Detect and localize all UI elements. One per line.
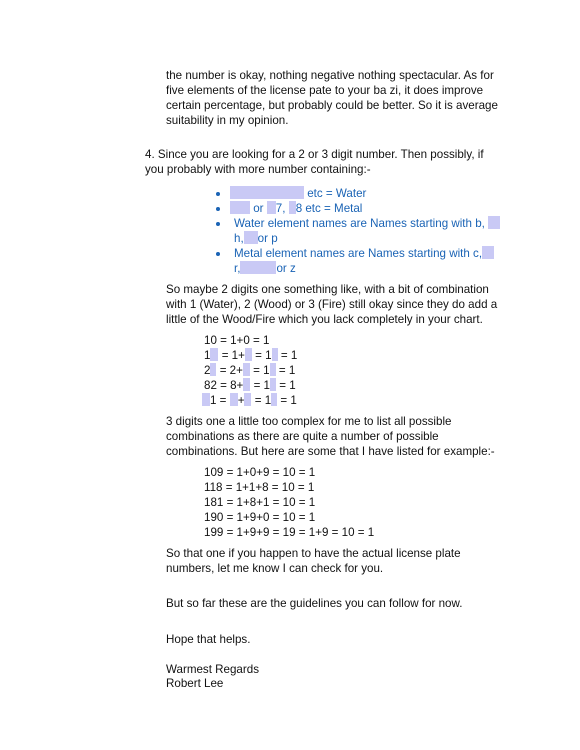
guideline-line: But so far these are the guidelines you can follow for now.	[166, 597, 463, 610]
redaction-block	[271, 393, 277, 406]
intro-line-3: certain percentage, but probably could be better. So it is average	[166, 99, 498, 112]
eq-part: = 1	[253, 379, 271, 392]
bullet-item-water-names-cont	[234, 231, 278, 246]
three-digit-eq-3: 181 = 1+8+1 = 10 = 1	[204, 496, 316, 509]
bullet-item-metal-names	[234, 246, 494, 261]
bullet-item-water-names	[234, 216, 500, 231]
eq-part: 1	[204, 349, 211, 362]
bullet-dot-3	[216, 222, 220, 226]
redaction-block	[210, 363, 216, 376]
two-digit-line-1: So maybe 2 digits one something like, with a bit of combination	[166, 283, 489, 296]
point4-line-1: 4. Since you are looking for a 2 or 3 digit number. Then possibly, if	[145, 148, 484, 161]
two-digit-eq-4	[204, 378, 296, 393]
redaction-block	[230, 201, 250, 214]
redaction-block	[267, 201, 276, 214]
intro-line-4: suitability in my opinion.	[166, 114, 289, 127]
intro-line-2: five elements of the license pate to your ba zi, it does improve	[166, 84, 484, 97]
redaction-block	[482, 246, 494, 259]
redaction-block	[244, 231, 258, 244]
redaction-block	[270, 363, 276, 376]
redaction-block	[245, 348, 252, 361]
redaction-block	[240, 261, 276, 274]
three-digit-eq-1: 109 = 1+0+9 = 10 = 1	[204, 466, 316, 479]
bullet-item-metal-numbers	[230, 201, 362, 216]
eq-part: = 1	[278, 364, 296, 377]
bullet-1-text: etc = Water	[307, 187, 367, 200]
bullet-3-orp: or p	[257, 232, 278, 245]
intro-line-1: the number is okay, nothing negative nothing spectacular. As for	[166, 69, 494, 82]
eq-part: = 1+	[221, 349, 245, 362]
redaction-block	[230, 186, 304, 199]
three-digit-eq-5: 199 = 1+9+9 = 19 = 1+9 = 10 = 1	[204, 526, 375, 539]
bullet-4-orz: or z	[276, 262, 296, 275]
two-digit-eq-2	[204, 348, 297, 363]
plate-line-1: So that one if you happen to have the actual license plate	[166, 547, 461, 560]
eq-part: = 1	[254, 394, 272, 407]
two-digit-eq-5	[202, 393, 297, 408]
author-name: Robert Lee	[166, 677, 224, 690]
bullet-4-r: r,	[234, 262, 241, 275]
bullet-3-line-1: Water element names are Names starting with b,	[234, 217, 485, 230]
two-digit-line-2: with 1 (Water), 2 (Wood) or 3 (Fire) still okay since they do add a	[166, 298, 498, 311]
eq-part: = 1	[253, 364, 270, 377]
bullet-4-line-1: Metal element names are Names starting with c,	[234, 247, 483, 260]
redaction-block	[289, 201, 296, 214]
redaction-block	[202, 393, 210, 406]
eq-part: = 1	[280, 349, 298, 362]
eq-part: 82 = 8+	[204, 379, 244, 392]
bullet-2-seven: 7,	[275, 202, 286, 215]
three-digit-line-2: combinations as there are quite a number of possible	[166, 430, 439, 443]
eq-part: = 1	[255, 349, 272, 362]
redaction-block	[243, 363, 250, 376]
plate-line-2: numbers, let me know I can check for you.	[166, 562, 384, 575]
eq-part: 1 =	[210, 394, 227, 407]
redaction-block	[488, 216, 500, 229]
redaction-block	[243, 378, 250, 391]
eq-part: = 1	[280, 394, 297, 407]
redaction-block	[210, 348, 218, 361]
bullet-3-h: h,	[234, 232, 244, 245]
three-digit-eq-4: 190 = 1+9+0 = 10 = 1	[204, 511, 316, 524]
bullet-dot-1	[216, 192, 220, 196]
bullet-2-or: or	[253, 202, 264, 215]
bullet-dot-4	[216, 252, 220, 256]
two-digit-eq-1: 10 = 1+0 = 1	[204, 334, 270, 347]
eq-part: +	[237, 394, 245, 407]
point4-line-2: you probably with more number containing:-	[145, 163, 371, 176]
eq-part: = 2+	[219, 364, 243, 377]
bullet-dot-2	[216, 207, 220, 211]
three-digit-line-3: combinations. But here are some that I have listed for example:-	[166, 445, 495, 458]
three-digit-line-1: 3 digits one a little too complex for me to list all possible	[166, 415, 452, 428]
bullet-2-rest: 8 etc = Metal	[295, 202, 363, 215]
redaction-block	[270, 378, 276, 391]
signoff-line: Warmest Regards	[166, 663, 259, 676]
redaction-block	[272, 348, 278, 361]
eq-part: 2	[204, 364, 211, 377]
three-digit-eq-2: 118 = 1+1+8 = 10 = 1	[204, 481, 315, 494]
hope-line: Hope that helps.	[166, 633, 251, 646]
eq-part: = 1	[279, 379, 296, 392]
bullet-item-water-numbers	[230, 186, 366, 201]
redaction-block	[244, 393, 251, 406]
two-digit-line-3: little of the Wood/Fire which you lack completely in your chart.	[166, 313, 483, 326]
two-digit-eq-3	[204, 363, 295, 378]
redaction-block	[230, 393, 238, 406]
bullet-item-metal-names-cont	[234, 261, 296, 276]
